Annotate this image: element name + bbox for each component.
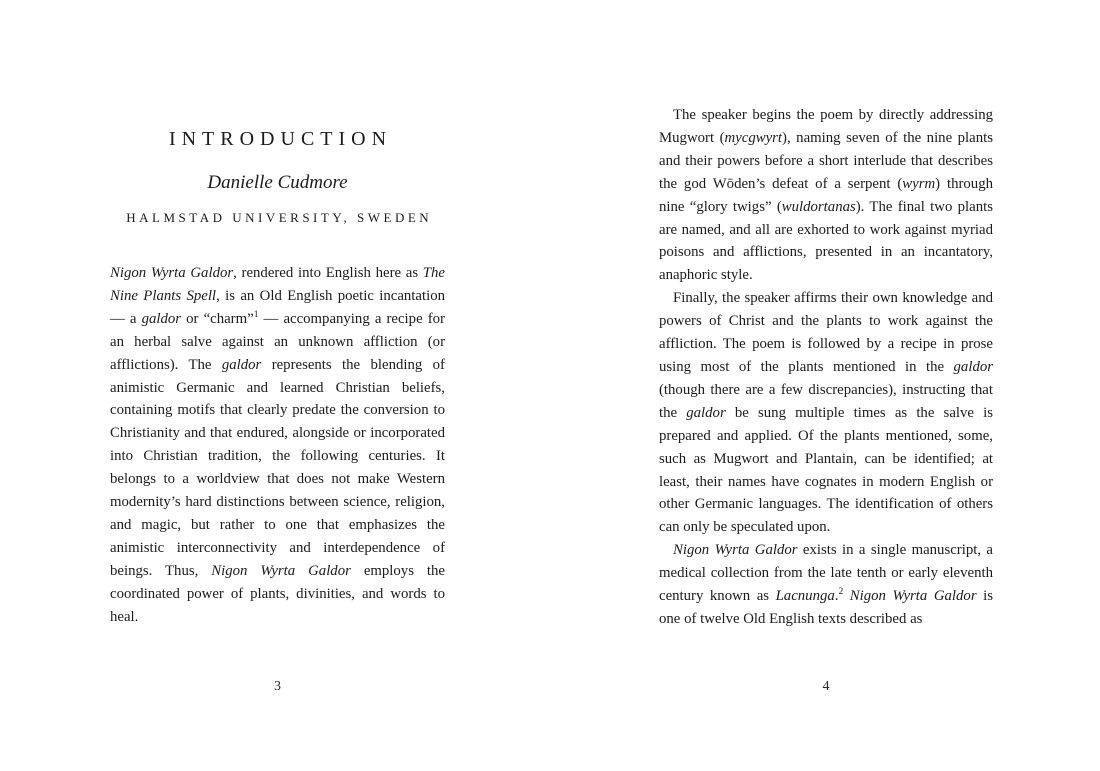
chapter-title: INTRODUCTION <box>168 128 393 150</box>
footnote-ref: 1 <box>253 309 259 320</box>
page-number-left: 3 <box>274 679 281 694</box>
paragraph: The speaker begins the poem by directly addressing Mugwort (mycgwyrt), naming seven of the nine plants and their powers before a short interlude that describes the god Wōden’s defeat of a serpent (wyrm) through nine “glory twigs” (wuldortanas). The final two plants are named, and all are exhorted to work against myriad poisons and afflictions, presented in an incantatory, anaphoric style. <box>659 107 993 284</box>
page-left <box>110 0 445 771</box>
footnote-ref: 2 <box>838 587 844 598</box>
body-text-left <box>110 262 445 629</box>
author-affiliation: HALMSTAD UNIVERSITY, SWEDEN <box>126 210 433 225</box>
page-right <box>659 0 993 771</box>
body-text-right <box>659 0 993 631</box>
page-number-right: 4 <box>822 679 830 694</box>
chapter-header <box>110 128 445 226</box>
paragraph: Nigon Wyrta Galdor exists in a single manuscript, a medical collection from the late tenth or early eleventh century known as Lacnunga.$^2$ Nigon Wyrta Galdor is one of twelve Old English texts described as <box>659 542 993 627</box>
paragraph: Finally, the speaker affirms their own knowledge and powers of Christ and the plants to work against the affliction. The poem is followed by a recipe in prose using most of the plants mentioned in the galdor (though there are a few discrepancies), instructing that the galdor be sung multiple times as the salve is prepared and applied. Of the plants mentioned, some, such as Mugwort and Plantain, can be identified; at least, their names have cognates in modern English or other Germanic languages. The identification of others can only be speculated upon. <box>659 290 993 536</box>
paragraph: Nigon Wyrta Galdor, rendered into English here as The Nine Plants Spell, is an Old English poetic incantation — a galdor or “charm”$^1$ — accompanying a recipe for an herbal salve against an unknown affliction (or afflictions). The galdor represents the blending of animistic Germanic and learned Christian beliefs, containing motifs that clearly predate the conversion to Christianity and that endured, alongside or incorporated into Christian tradition, the following centuries. It belongs to a worldview that does not make Western modernity’s hard distinctions between science, religion, and magic, but rather to one that emphasizes the animistic interconnectivity and interdependence of beings. Thus, Nigon Wyrta Galdor employs the coordinated power of plants, divinities, and words to heal. <box>110 265 445 625</box>
author-name: Danielle Cudmore <box>207 172 348 193</box>
